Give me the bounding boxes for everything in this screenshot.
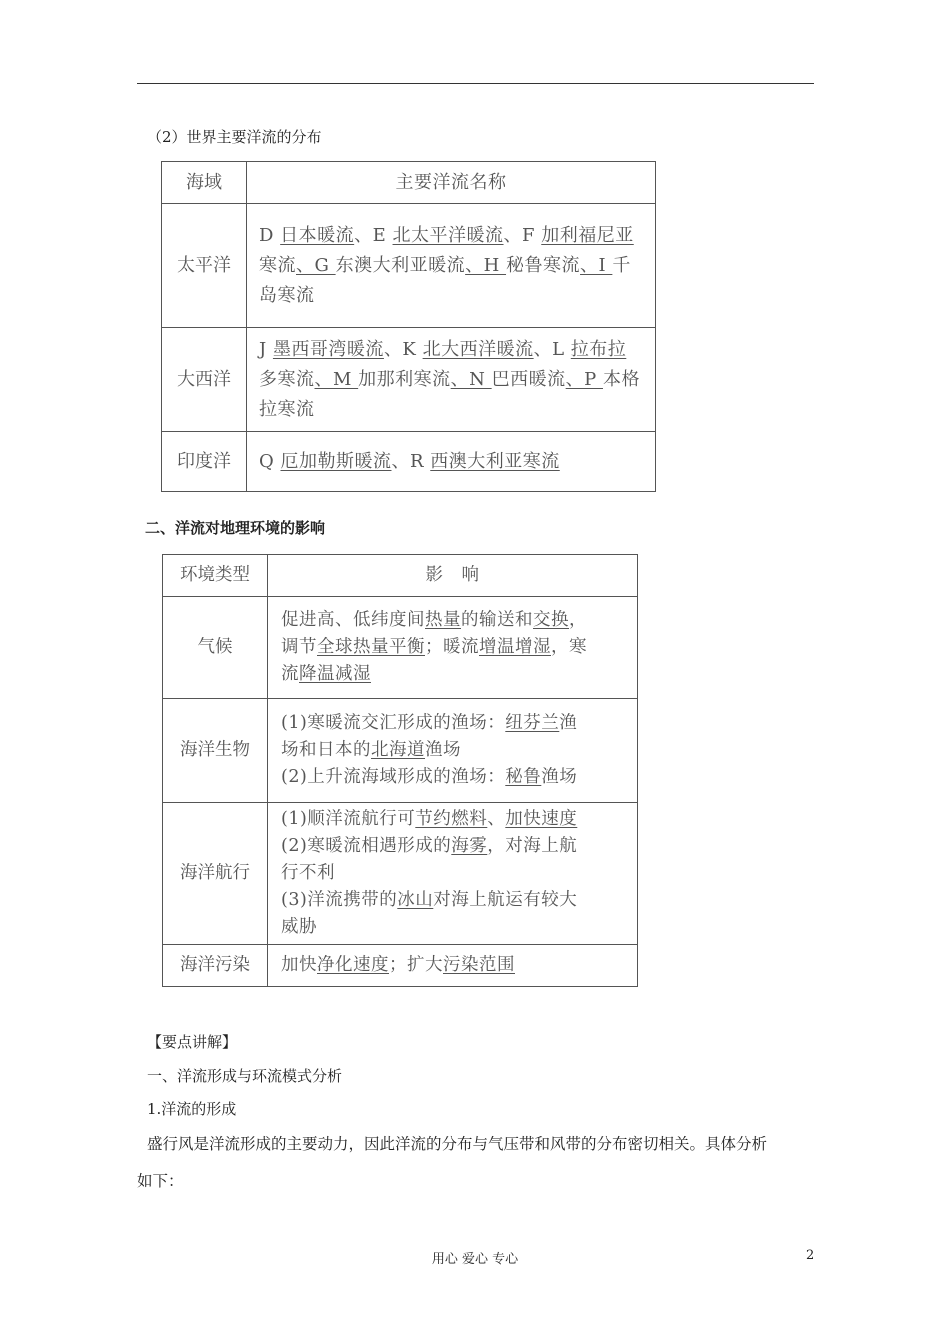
table-row — [163, 803, 638, 945]
cell-text: ；暖流 — [425, 637, 479, 657]
table-row — [162, 328, 656, 432]
underlined-term: 墨西哥湾暖流 — [272, 338, 384, 360]
cell-text: 的输送和 — [461, 610, 533, 630]
table-row — [162, 204, 656, 328]
cell-line — [281, 952, 628, 979]
underlined-term: 加快速度 — [505, 809, 578, 829]
cell-text: 流 — [281, 664, 299, 684]
cell-text: (1)顺洋流航行可 — [281, 809, 416, 829]
cell-text: ， — [569, 610, 587, 630]
cell-text: 拉寒流 — [259, 398, 315, 420]
cell-text: 、 — [487, 809, 506, 829]
underlined-term: 、G — [296, 254, 336, 276]
cell-line — [259, 395, 647, 425]
cell-text: (3)洋流携带的 — [281, 890, 398, 910]
cell-text: 渔场 — [541, 767, 578, 787]
region-cell: 印度洋 — [162, 432, 247, 492]
cell-text: 岛寒流 — [259, 284, 315, 306]
section-heading: 二、洋流对地理环境的影响 — [145, 519, 326, 537]
header-impact: 影 响 — [268, 555, 638, 597]
cell-line — [259, 365, 647, 395]
cell-text: Q — [259, 450, 281, 472]
cell-text: 多寒流 — [259, 368, 315, 390]
region-cell: 大西洋 — [162, 328, 247, 432]
cell-line — [281, 914, 628, 941]
underlined-term: 净化速度 — [317, 955, 389, 975]
cell-text: 对海上航运有较大 — [433, 890, 578, 910]
underlined-term: 秘鲁 — [505, 767, 542, 787]
header-rule — [137, 83, 814, 84]
cell-text: 场和日本的 — [281, 740, 371, 760]
impact-cell — [268, 597, 638, 699]
header-region: 海域 — [162, 162, 247, 204]
table-header-row — [163, 555, 638, 597]
impact-cell — [268, 945, 638, 987]
cell-text: 秘鲁寒流 — [506, 254, 581, 276]
page-number: 2 — [806, 1248, 815, 1263]
cell-text: 、K — [383, 338, 423, 360]
cell-text: ，寒 — [551, 637, 587, 657]
cell-text: (1)寒暖流交汇形成的渔场： — [281, 713, 506, 733]
cell-text: 渔 — [559, 713, 578, 733]
table-row — [163, 699, 638, 803]
cell-line — [259, 251, 647, 281]
impact-cell — [268, 803, 638, 945]
cell-text: D — [259, 224, 281, 246]
underlined-term: 、M — [314, 368, 359, 390]
env-type-cell: 海洋生物 — [163, 699, 268, 803]
cell-text: 、E — [354, 224, 393, 246]
ocean-current-table — [161, 161, 656, 492]
cell-text: (2)寒暖流相遇形成的 — [281, 836, 452, 856]
underlined-term: 纽芬兰 — [505, 713, 560, 733]
table-row — [162, 432, 656, 492]
cell-line — [281, 661, 628, 688]
header-env-type: 环境类型 — [163, 555, 268, 597]
underlined-term: 冰山 — [397, 890, 434, 910]
cell-line — [281, 887, 628, 914]
header-current-names: 主要洋流名称 — [247, 162, 656, 204]
cell-text: J — [259, 338, 273, 360]
cell-text: 威胁 — [281, 917, 317, 937]
cell-text: ，对海上航 — [487, 836, 578, 856]
paragraph-line: 如下： — [137, 1172, 184, 1190]
cell-line — [259, 447, 647, 477]
table-row — [163, 945, 638, 987]
underlined-term: 、N — [450, 368, 492, 390]
cell-line — [281, 833, 628, 860]
cell-text: 、R — [391, 450, 431, 472]
env-type-cell: 海洋航行 — [163, 803, 268, 945]
underlined-term: 日本暖流 — [280, 224, 355, 246]
paragraph-line: 盛行风是洋流形成的主要动力，因此洋流的分布与气压带和风带的分布密切相关。具体分析 — [147, 1135, 768, 1153]
cell-line — [281, 806, 628, 833]
cell-text: (2)上升流海域形成的渔场： — [281, 767, 506, 787]
underlined-term: 拉布拉 — [570, 338, 627, 360]
cell-text: 千 — [612, 254, 631, 276]
cell-text: 巴西暖流 — [491, 368, 566, 390]
cell-text: 、L — [533, 338, 571, 360]
page-footer: 用心 爱心 专心 — [431, 1252, 519, 1267]
point-heading: 一、洋流形成与环流模式分析 — [147, 1067, 343, 1085]
cell-line — [259, 335, 647, 365]
cell-text: 加快 — [281, 955, 317, 975]
underlined-term: 厄加勒斯暖流 — [280, 450, 392, 472]
env-type-cell: 气候 — [163, 597, 268, 699]
underlined-term: 热量 — [425, 610, 461, 630]
underlined-term: 节约燃料 — [415, 809, 488, 829]
underlined-term: 全球热量平衡 — [317, 637, 425, 657]
cell-text: 本格 — [602, 368, 640, 390]
currents-cell — [247, 432, 656, 492]
cell-text: 、F — [503, 224, 542, 246]
impact-cell — [268, 699, 638, 803]
cell-text: ；扩大 — [389, 955, 443, 975]
point-subheading: 1.洋流的形成 — [147, 1100, 237, 1118]
cell-line — [281, 710, 628, 737]
cell-line — [281, 607, 628, 634]
subtitle: （2）世界主要洋流的分布 — [147, 128, 322, 146]
underlined-term: 、H — [465, 254, 507, 276]
cell-text: 行不利 — [281, 863, 335, 883]
section-title: 【要点讲解】 — [147, 1033, 238, 1051]
currents-cell — [247, 204, 656, 328]
table-header-row — [162, 162, 656, 204]
underlined-term: 降温减湿 — [299, 664, 371, 684]
environment-impact-table — [162, 554, 638, 987]
underlined-term: 西澳大利亚寒流 — [430, 450, 560, 472]
cell-line — [281, 764, 628, 791]
cell-text: 寒流 — [259, 254, 296, 276]
underlined-term: 北太平洋暖流 — [392, 224, 504, 246]
underlined-term: 、P — [565, 368, 603, 390]
underlined-term: 北海道 — [371, 740, 425, 760]
underlined-term: 增温增湿 — [479, 637, 551, 657]
cell-line — [281, 634, 628, 661]
cell-text: 渔场 — [425, 740, 461, 760]
cell-text: 调节 — [281, 637, 317, 657]
underlined-term: 污染范围 — [443, 955, 515, 975]
cell-line — [281, 737, 628, 764]
cell-text: 加那利寒流 — [358, 368, 451, 390]
underlined-term: 交换 — [533, 610, 569, 630]
cell-line — [281, 860, 628, 887]
underlined-term: 、I — [580, 254, 613, 276]
cell-line — [259, 221, 647, 251]
env-type-cell: 海洋污染 — [163, 945, 268, 987]
cell-text: 促进高、低纬度间 — [281, 610, 425, 630]
underlined-term: 加利福尼亚 — [541, 224, 634, 246]
region-cell: 太平洋 — [162, 204, 247, 328]
underlined-term: 北大西洋暖流 — [422, 338, 534, 360]
currents-cell — [247, 328, 656, 432]
cell-line — [259, 281, 647, 311]
cell-text: 东澳大利亚暖流 — [335, 254, 466, 276]
underlined-term: 海雾 — [451, 836, 488, 856]
table-row — [163, 597, 638, 699]
